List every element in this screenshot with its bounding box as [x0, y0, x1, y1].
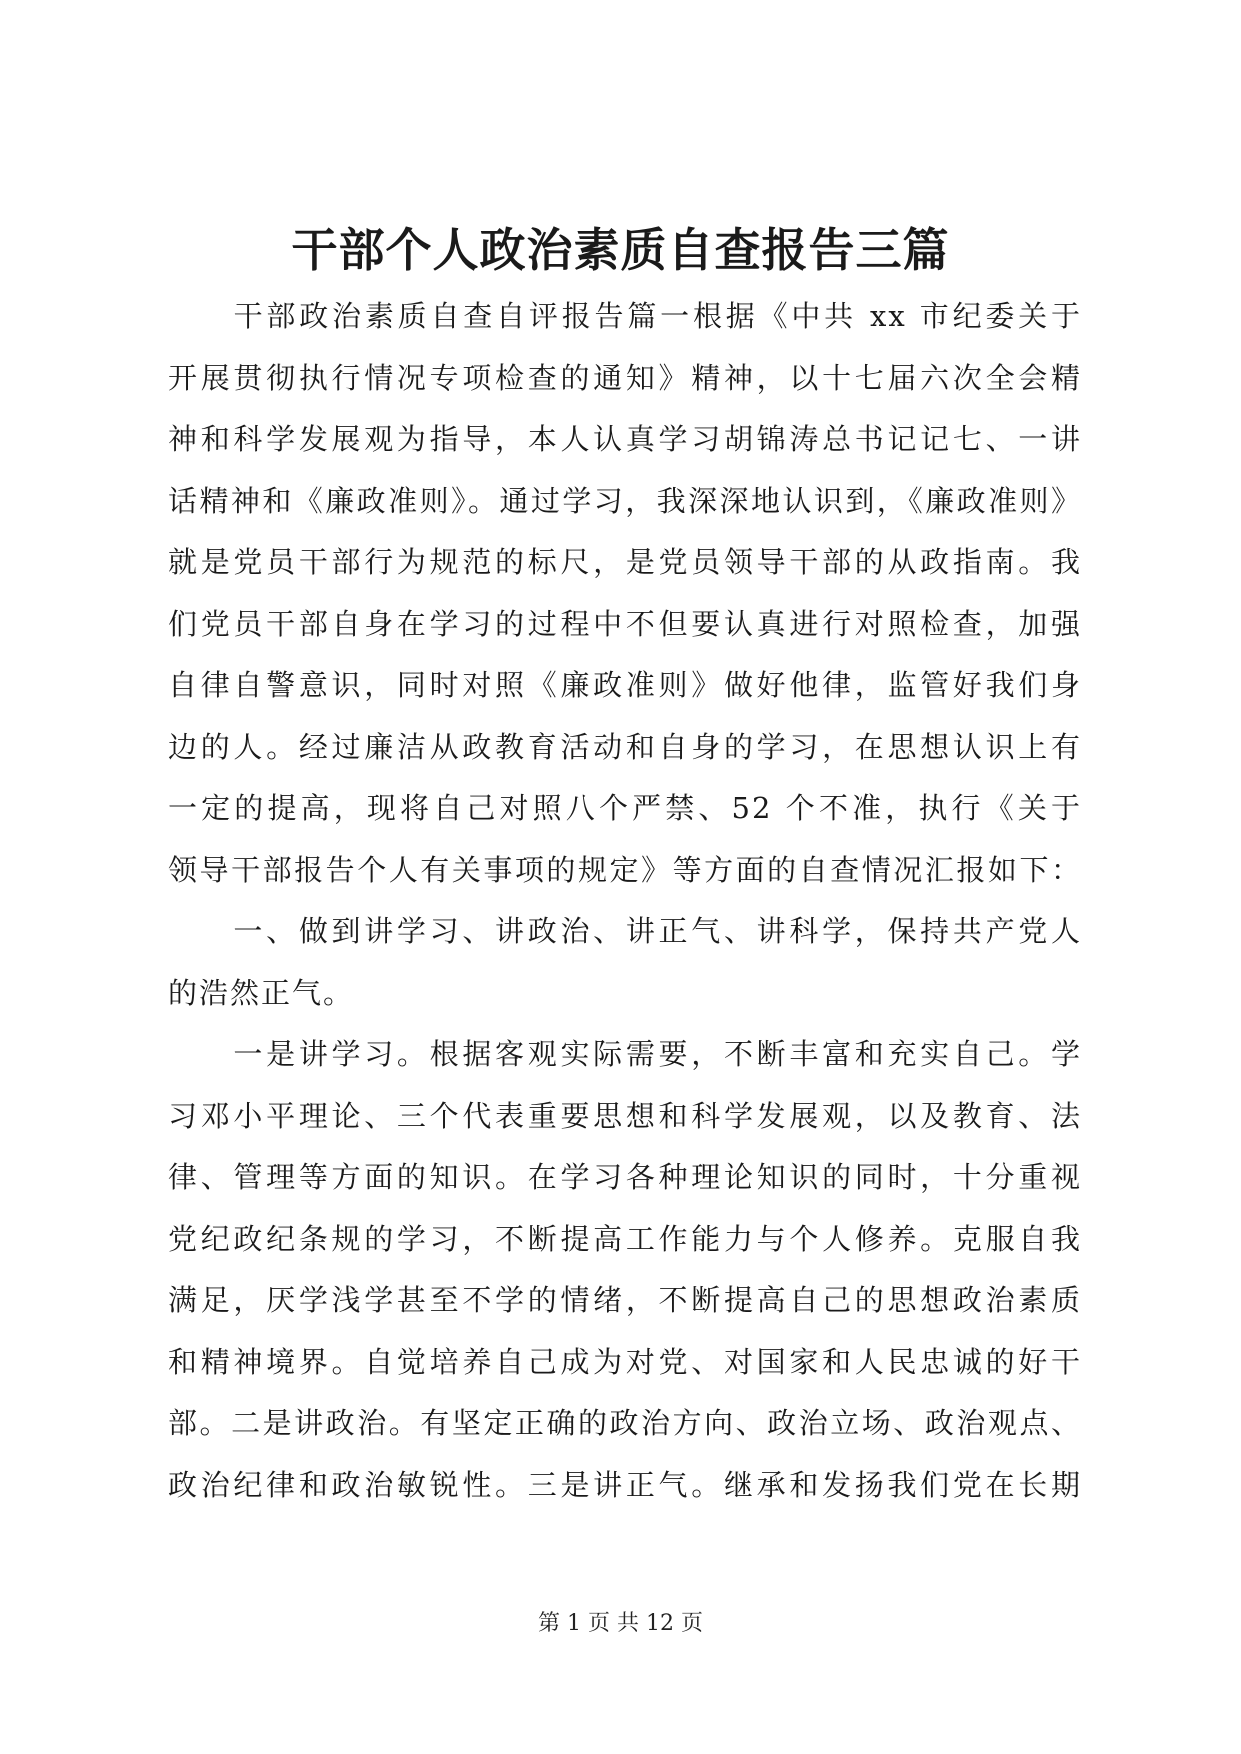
body-line: 干部政治素质自查自评报告篇一根据《中共 xx 市纪委关于 [168, 299, 1082, 333]
body-line: 和精神境界。自觉培养自己成为对党、对国家和人民忠诚的好干 [168, 1344, 1082, 1379]
body-line: 一、做到讲学习、讲政治、讲正气、讲科学，保持共产党人 [168, 914, 1082, 948]
page-number-footer: 第 1 页 共 12 页 [538, 1611, 703, 1636]
body-line: 党纪政纪条规的学习，不断提高工作能力与个人修养。克服自我 [168, 1221, 1082, 1256]
body-line: 满足，厌学浅学甚至不学的情绪，不断提高自己的思想政治素质 [168, 1283, 1082, 1317]
body-line: 部。二是讲政治。有坚定正确的政治方向、政治立场、政治观点、 [168, 1406, 1082, 1440]
body-line: 神和科学发展观为指导，本人认真学习胡锦涛总书记记七、一讲 [168, 422, 1082, 456]
body-line: 就是党员干部行为规范的标尺，是党员领导干部的从政指南。我 [168, 545, 1082, 579]
document-title: 干部个人政治素质自查报告三篇 [291, 223, 950, 277]
body-line: 一是讲学习。根据客观实际需要，不断丰富和充实自己。学 [168, 1037, 1082, 1071]
body-line: 开展贯彻执行情况专项检查的通知》精神，以十七届六次全会精 [168, 360, 1082, 395]
body-line: 边的人。经过廉洁从政教育活动和自身的学习，在思想认识上有 [168, 729, 1082, 764]
body-line: 领导干部报告个人有关事项的规定》等方面的自查情况汇报如下： [168, 852, 1082, 887]
body-line: 的浩然正气。 [168, 975, 355, 1010]
document-body [168, 296, 1082, 1526]
body-line: 一定的提高，现将自己对照八个严禁、52 个不准，执行《关于 [168, 791, 1082, 825]
body-line: 习邓小平理论、三个代表重要思想和科学发展观，以及教育、法 [168, 1098, 1082, 1133]
body-line: 律、管理等方面的知识。在学习各种理论知识的同时，十分重视 [168, 1160, 1082, 1194]
body-line: 话精神和《廉政准则》。通过学习，我深深地认识到，《廉政准则》 [168, 483, 1082, 518]
body-line: 自律自警意识，同时对照《廉政准则》做好他律，监管好我们身 [168, 668, 1082, 702]
body-line: 们党员干部自身在学习的过程中不但要认真进行对照检查，加强 [168, 606, 1082, 641]
body-line: 政治纪律和政治敏锐性。三是讲正气。继承和发扬我们党在长期 [168, 1467, 1082, 1502]
